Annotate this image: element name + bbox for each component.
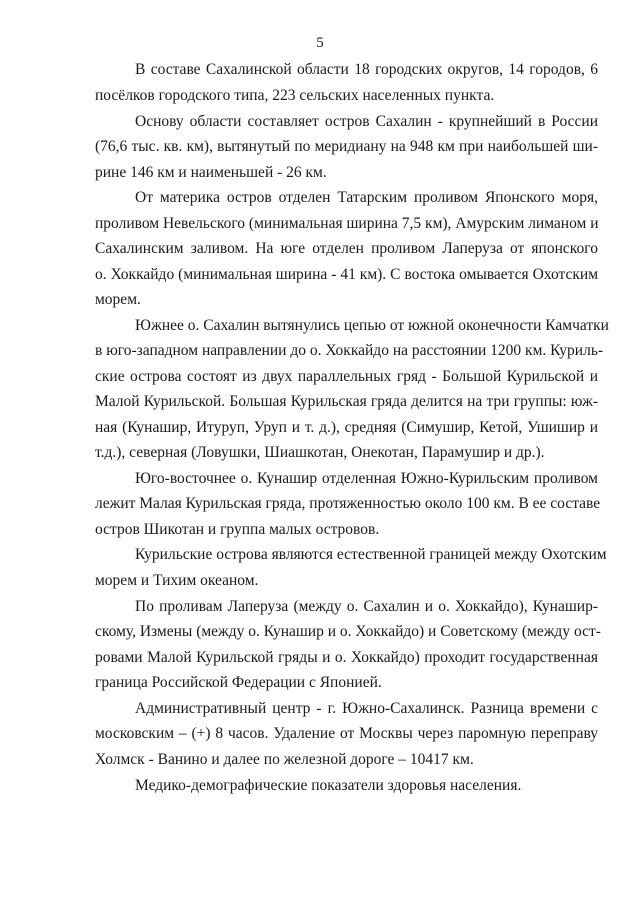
text-line: Медико-демографические показатели здоровья населения.: [135, 777, 522, 794]
text-line: граница Российской Федерации с Японией.: [95, 674, 382, 691]
text-line: По проливам Лаперуза (между о. Сахалин и о. Хоккайдо), Кунашир-: [135, 598, 598, 615]
text-line: Южнее о. Сахалин вытянулись цепью от южной оконечности Камчатки: [135, 317, 609, 334]
text-line: рине 146 км и наименьшей - 26 км.: [95, 164, 327, 181]
text-line: остров Шикотан и группа малых островов.: [95, 521, 380, 538]
text-line: Административный центр - г. Южно-Сахалинск. Разница времени с: [135, 700, 598, 717]
text-line: Юго-восточнее о. Кунашир отделенная Южно-Курильским проливом: [135, 470, 598, 487]
text-line: ная (Кунашир, Итуруп, Уруп и т. д.), средняя (Симушир, Кетой, Ушишир и: [95, 419, 598, 436]
text-line: Малой Курильской. Большая Курильская гряда делится на три группы: юж-: [95, 393, 598, 410]
text-line: т.д.), северная (Ловушки, Шиашкотан, Онекотан, Парамушир и др.).: [95, 444, 545, 461]
text-line: посёлков городского типа, 223 сельских населенных пункта.: [95, 87, 495, 104]
text-line: в юго-западном направлении до о. Хоккайдо на расстоянии 1200 км. Куриль-: [95, 342, 604, 359]
text-line: лежит Малая Курильская гряда, протяженностью около 100 км. В ее составе: [95, 495, 601, 512]
text-line: о. Хоккайдо (минимальная ширина - 41 км). С востока омывается Охотским: [95, 266, 598, 283]
text-line: скому, Измены (между о. Кунашир и о. Хоккайдо) и Советскому (между ост-: [95, 623, 601, 640]
text-line: Основу области составляет остров Сахалин - крупнейший в России: [135, 113, 598, 130]
text-line: Сахалинским заливом. На юге отделен проливом Лаперуза от японского: [95, 240, 598, 257]
text-line: ские острова состоят из двух параллельных гряд - Большой Курильской и: [95, 368, 598, 385]
text-line: московским – (+) 8 часов. Удаление от Москвы через паромную переправу: [95, 725, 598, 742]
text-line: От материка остров отделен Татарским проливом Японского моря,: [135, 189, 598, 206]
page-number: 5: [316, 35, 324, 51]
text-line: проливом Невельского (минимальная ширина 7,5 км), Амурским лиманом и: [95, 215, 599, 232]
text-line: ровами Малой Курильской гряды и о. Хоккайдо) проходит государственная: [95, 649, 598, 666]
text-line: Курильские острова являются естественной границей между Охотским: [135, 546, 607, 563]
text-line: морем и Тихим океаном.: [95, 572, 259, 589]
text-line: Холмск - Ванино и далее по железной дороге – 10417 км.: [95, 751, 474, 768]
text-line: В составе Сахалинской области 18 городских округов, 14 городов, 6: [135, 61, 598, 78]
text-line: морем.: [95, 291, 141, 308]
text-line: (76,6 тыс. кв. км), вытянутый по меридиану на 948 км при наибольшей ши-: [95, 138, 598, 155]
